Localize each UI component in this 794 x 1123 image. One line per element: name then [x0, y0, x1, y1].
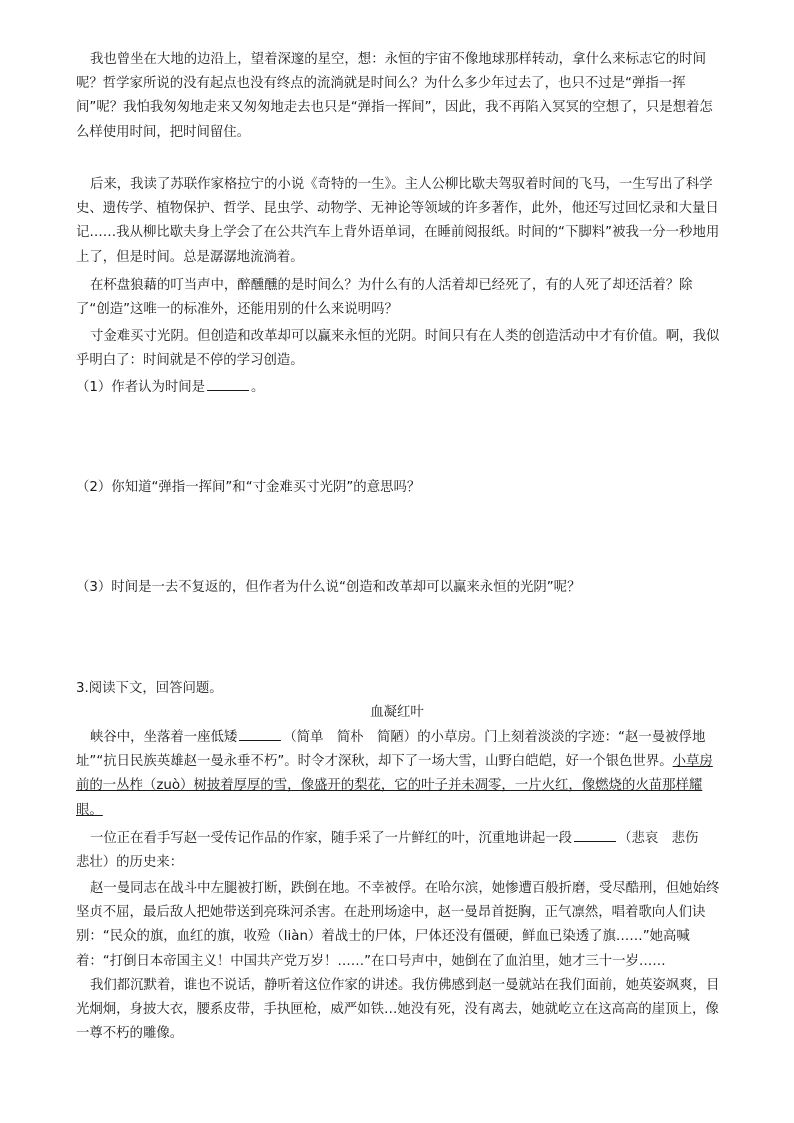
- question-1: [76, 376, 722, 400]
- paragraph-text: 峡谷中，坐落着一座低矮: [90, 730, 238, 745]
- section-heading: 3.阅读下文，回答问题。: [76, 681, 223, 696]
- paragraph-text: （悲哀 悲伤 悲壮）的历史来：: [76, 831, 712, 871]
- article-paragraph-4: 我们都沉默着，谁也不说话，静听着这位作家的讲述。我仿佛感到赵一曼就站在我们面前，她英姿飒爽，目光炯炯，身披大衣，腰系皮带，手执匣枪，威严如铁…她没有死，没有离去，她就屹立在这高高的崖顶上，像一尊不朽的雕像。: [76, 978, 720, 1042]
- paragraph-text: 一位正在看手写赵一受传记作品的作家，随手采了一片鲜红的叶，沉重地讲起一段: [90, 831, 573, 846]
- question-1-end: 。: [251, 380, 265, 395]
- article-paragraph-2: [76, 827, 722, 875]
- passage-paragraph-3: 在杯盘狼藉的叮当声中，醉醺醺的是时间么？为什么有的人活着却已经死了，有的人死了却还活着？除了“创造”这唯一的标准外，还能用别的什么来说明吗？: [76, 278, 693, 318]
- article-paragraph-3: 赵一曼同志在战斗中左腿被打断，跌倒在地。不幸被俘。在哈尔滨，她惨遭百般折磨，受尽酷刑，但她始终坚贞不屈，最后敌人把她带送到亮珠河杀害。在赴刑场途中，赵一曼昂首挺胸，正气凛然，唱着歌向人们诀别：“民众的旗，血红的旗，收殓（liàn）着战士的尸体，尸体还没有僵硬，鲜血已染透了旗……”她高喊着：“打倒日本帝国主义！中国共产党万岁！……”在口号声中，她倒在了血泊里，她才三十一岁……: [76, 881, 720, 969]
- passage-paragraph-1: 我也曾坐在大地的边沿上，望着深邃的星空，想：永恒的宇宙不像地球那样转动，拿什么来标志它的时间呢？哲学家所说的没有起点也没有终点的流淌就是时间么？为什么多少年过去了，也只不过是“弹指一挥间”呢？我怕我匆匆地走来又匆匆地走去也只是“弹指一挥间”，因此，我不再陷入冥冥的空想了，只是想着怎么样使用时间，把时间留住。: [76, 52, 713, 140]
- question-2: （2）你知道“弹指一挥间”和“寸金难买寸光阴”的意思吗？: [76, 480, 421, 495]
- passage-paragraph-4: 寸金难买寸光阴。但创造和改革却可以赢来永恒的光阴。时间只有在人类的创造活动中才有价值。啊，我似乎明白了：时间就是不停的学习创造。: [76, 329, 720, 369]
- passage-paragraph-2: 后来，我读了苏联作家格拉宁的小说《奇特的一生》。主人公柳比歇夫驾驭着时间的飞马，一生写出了科学史、遗传学、植物保护、哲学、昆虫学、动物学、无神论等领域的许多著作，此外，他还写过回忆录和大量日记……我从柳比歇夫身上学会了在公共汽车上背外语单词，在睡前阅报纸。时间的“下脚料”被我一分一秒地用上了，但是时间。总是潺潺地流淌着。: [76, 177, 720, 265]
- answer-blank[interactable]: [239, 728, 281, 741]
- question-1-text: （1）作者认为时间是: [76, 380, 206, 395]
- question-3: （3）时间是一去不复返的，但作者为什么说“创造和改革却可以赢来永恒的光阴”呢？: [76, 580, 581, 595]
- article-paragraph-1: [76, 726, 722, 823]
- answer-blank[interactable]: [574, 829, 616, 842]
- underlined-sentence: 小草房前的一丛柞（zuò）树披着厚厚的雪，像盛开的梨花，它的叶子并未凋零，一片火红，像燃烧的火苗那样耀眼。: [76, 754, 713, 818]
- article-title: 血凝红叶: [370, 705, 424, 720]
- paragraph-text: （简单 简朴 简陋）的小草房。门上刻着淡淡的字迹：“赵一曼被俘地址”“抗日民族英雄赵一曼永垂不朽”。时令才深秋，却下了一场大雪，山野白皑皑，好一个银色世界。: [76, 730, 706, 770]
- answer-blank[interactable]: [207, 378, 249, 391]
